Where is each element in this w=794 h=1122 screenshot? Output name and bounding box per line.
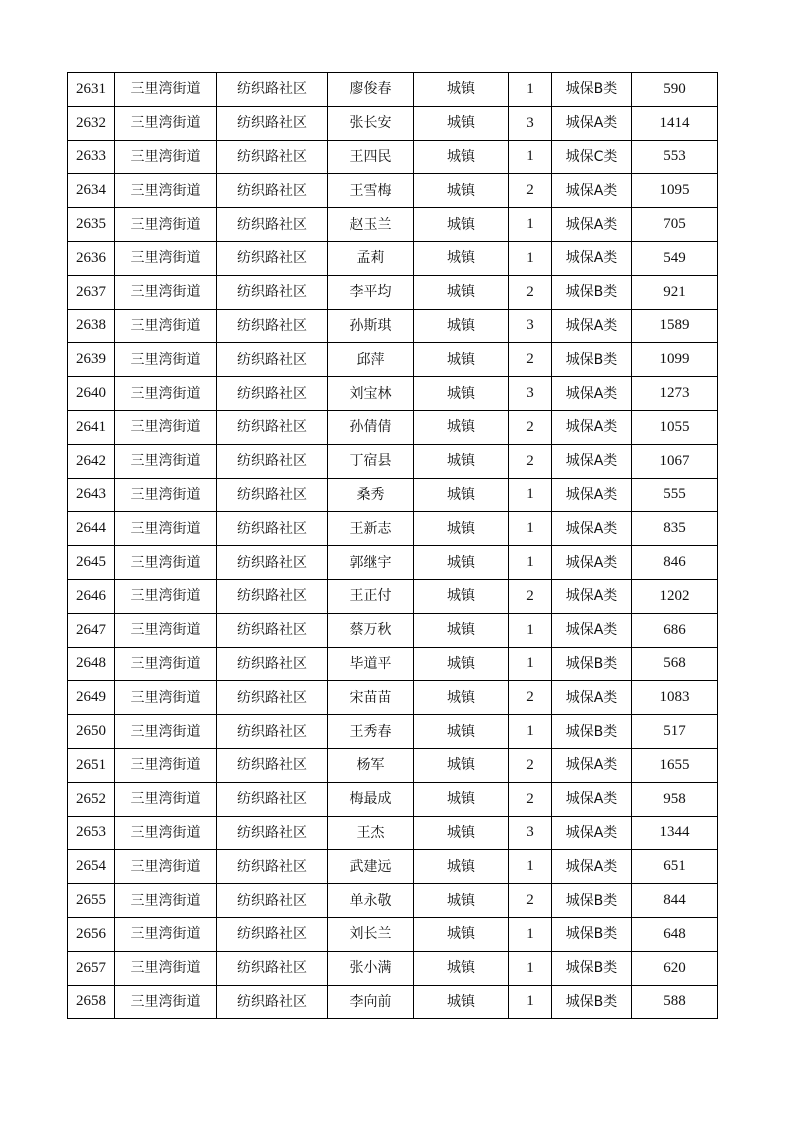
cell-area: 城镇 — [414, 478, 509, 512]
cell-name: 王秀春 — [328, 715, 414, 749]
cell-count: 1 — [509, 478, 552, 512]
cell-category: 城保A类 — [552, 478, 632, 512]
cell-area: 城镇 — [414, 917, 509, 951]
table-row — [68, 647, 718, 681]
cell-community: 纺织路社区 — [217, 613, 328, 647]
cell-amount: 555 — [632, 478, 718, 512]
cell-id: 2648 — [68, 647, 115, 681]
cell-id: 2636 — [68, 241, 115, 275]
cell-id: 2632 — [68, 106, 115, 140]
table-row — [68, 106, 718, 140]
cell-name: 刘长兰 — [328, 917, 414, 951]
cell-community: 纺织路社区 — [217, 444, 328, 478]
cell-amount: 921 — [632, 275, 718, 309]
cell-amount: 1083 — [632, 681, 718, 715]
cell-count: 2 — [509, 579, 552, 613]
cell-street: 三里湾街道 — [115, 917, 217, 951]
table-row — [68, 681, 718, 715]
cell-amount: 705 — [632, 208, 718, 242]
cell-area: 城镇 — [414, 579, 509, 613]
cell-community: 纺织路社区 — [217, 140, 328, 174]
cell-community: 纺织路社区 — [217, 816, 328, 850]
cell-name: 武建远 — [328, 850, 414, 884]
cell-id: 2643 — [68, 478, 115, 512]
cell-street: 三里湾街道 — [115, 512, 217, 546]
cell-category: 城保A类 — [552, 681, 632, 715]
cell-amount: 588 — [632, 985, 718, 1019]
cell-id: 2647 — [68, 613, 115, 647]
cell-street: 三里湾街道 — [115, 884, 217, 918]
cell-count: 3 — [509, 106, 552, 140]
cell-category: 城保A类 — [552, 309, 632, 343]
cell-count: 2 — [509, 681, 552, 715]
cell-area: 城镇 — [414, 782, 509, 816]
cell-area: 城镇 — [414, 343, 509, 377]
cell-id: 2633 — [68, 140, 115, 174]
cell-street: 三里湾街道 — [115, 309, 217, 343]
table-row — [68, 579, 718, 613]
cell-id: 2645 — [68, 546, 115, 580]
cell-amount: 846 — [632, 546, 718, 580]
cell-street: 三里湾街道 — [115, 73, 217, 107]
cell-id: 2652 — [68, 782, 115, 816]
table-row — [68, 241, 718, 275]
cell-community: 纺织路社区 — [217, 377, 328, 411]
cell-amount: 1589 — [632, 309, 718, 343]
cell-id: 2658 — [68, 985, 115, 1019]
cell-community: 纺织路社区 — [217, 579, 328, 613]
cell-id: 2644 — [68, 512, 115, 546]
cell-amount: 553 — [632, 140, 718, 174]
cell-community: 纺织路社区 — [217, 748, 328, 782]
cell-category: 城保B类 — [552, 715, 632, 749]
cell-id: 2654 — [68, 850, 115, 884]
cell-id: 2642 — [68, 444, 115, 478]
cell-community: 纺织路社区 — [217, 309, 328, 343]
cell-count: 1 — [509, 951, 552, 985]
cell-area: 城镇 — [414, 884, 509, 918]
cell-name: 毕道平 — [328, 647, 414, 681]
cell-area: 城镇 — [414, 951, 509, 985]
cell-id: 2649 — [68, 681, 115, 715]
cell-community: 纺织路社区 — [217, 850, 328, 884]
cell-area: 城镇 — [414, 140, 509, 174]
cell-count: 2 — [509, 748, 552, 782]
cell-category: 城保B类 — [552, 884, 632, 918]
cell-id: 2651 — [68, 748, 115, 782]
cell-street: 三里湾街道 — [115, 478, 217, 512]
cell-name: 孟莉 — [328, 241, 414, 275]
table-row — [68, 275, 718, 309]
cell-community: 纺织路社区 — [217, 478, 328, 512]
cell-name: 王新志 — [328, 512, 414, 546]
cell-amount: 1095 — [632, 174, 718, 208]
cell-street: 三里湾街道 — [115, 681, 217, 715]
cell-name: 邱萍 — [328, 343, 414, 377]
cell-street: 三里湾街道 — [115, 951, 217, 985]
cell-count: 2 — [509, 444, 552, 478]
cell-amount: 651 — [632, 850, 718, 884]
cell-name: 王杰 — [328, 816, 414, 850]
cell-area: 城镇 — [414, 647, 509, 681]
cell-count: 3 — [509, 377, 552, 411]
cell-community: 纺织路社区 — [217, 73, 328, 107]
table-row — [68, 309, 718, 343]
cell-id: 2631 — [68, 73, 115, 107]
cell-name: 蔡万秋 — [328, 613, 414, 647]
cell-area: 城镇 — [414, 613, 509, 647]
cell-street: 三里湾街道 — [115, 106, 217, 140]
cell-amount: 620 — [632, 951, 718, 985]
cell-community: 纺织路社区 — [217, 985, 328, 1019]
cell-area: 城镇 — [414, 106, 509, 140]
cell-id: 2634 — [68, 174, 115, 208]
cell-amount: 1202 — [632, 579, 718, 613]
cell-amount: 549 — [632, 241, 718, 275]
cell-category: 城保A类 — [552, 106, 632, 140]
cell-category: 城保A类 — [552, 208, 632, 242]
cell-id: 2646 — [68, 579, 115, 613]
table-row — [68, 613, 718, 647]
cell-name: 孙倩倩 — [328, 410, 414, 444]
cell-category: 城保A类 — [552, 241, 632, 275]
table-row — [68, 512, 718, 546]
cell-count: 1 — [509, 613, 552, 647]
cell-count: 2 — [509, 275, 552, 309]
cell-amount: 517 — [632, 715, 718, 749]
cell-count: 1 — [509, 512, 552, 546]
table-row — [68, 174, 718, 208]
cell-street: 三里湾街道 — [115, 715, 217, 749]
cell-count: 1 — [509, 715, 552, 749]
cell-area: 城镇 — [414, 275, 509, 309]
cell-area: 城镇 — [414, 748, 509, 782]
cell-community: 纺织路社区 — [217, 917, 328, 951]
cell-community: 纺织路社区 — [217, 951, 328, 985]
cell-area: 城镇 — [414, 546, 509, 580]
cell-amount: 835 — [632, 512, 718, 546]
cell-area: 城镇 — [414, 985, 509, 1019]
cell-community: 纺织路社区 — [217, 241, 328, 275]
cell-community: 纺织路社区 — [217, 647, 328, 681]
table-row — [68, 208, 718, 242]
cell-community: 纺织路社区 — [217, 106, 328, 140]
cell-street: 三里湾街道 — [115, 275, 217, 309]
cell-area: 城镇 — [414, 309, 509, 343]
cell-street: 三里湾街道 — [115, 343, 217, 377]
table-row — [68, 884, 718, 918]
cell-amount: 958 — [632, 782, 718, 816]
cell-street: 三里湾街道 — [115, 579, 217, 613]
cell-count: 2 — [509, 884, 552, 918]
cell-area: 城镇 — [414, 444, 509, 478]
table-row — [68, 478, 718, 512]
cell-area: 城镇 — [414, 410, 509, 444]
cell-category: 城保A类 — [552, 512, 632, 546]
table-body — [68, 73, 718, 1019]
cell-area: 城镇 — [414, 850, 509, 884]
cell-category: 城保A类 — [552, 444, 632, 478]
table-row — [68, 985, 718, 1019]
cell-street: 三里湾街道 — [115, 208, 217, 242]
cell-category: 城保B类 — [552, 275, 632, 309]
cell-community: 纺织路社区 — [217, 410, 328, 444]
cell-id: 2640 — [68, 377, 115, 411]
cell-community: 纺织路社区 — [217, 715, 328, 749]
cell-street: 三里湾街道 — [115, 377, 217, 411]
cell-category: 城保A类 — [552, 748, 632, 782]
cell-category: 城保C类 — [552, 140, 632, 174]
cell-count: 1 — [509, 850, 552, 884]
cell-name: 孙斯琪 — [328, 309, 414, 343]
table-row — [68, 951, 718, 985]
cell-count: 2 — [509, 343, 552, 377]
cell-name: 王四民 — [328, 140, 414, 174]
cell-community: 纺织路社区 — [217, 208, 328, 242]
records-table — [67, 72, 718, 1019]
cell-category: 城保A类 — [552, 850, 632, 884]
cell-amount: 1067 — [632, 444, 718, 478]
cell-category: 城保B类 — [552, 951, 632, 985]
cell-street: 三里湾街道 — [115, 241, 217, 275]
table-row — [68, 850, 718, 884]
cell-amount: 1344 — [632, 816, 718, 850]
cell-amount: 1414 — [632, 106, 718, 140]
cell-community: 纺织路社区 — [217, 681, 328, 715]
cell-count: 2 — [509, 782, 552, 816]
cell-area: 城镇 — [414, 174, 509, 208]
table-row — [68, 73, 718, 107]
cell-id: 2650 — [68, 715, 115, 749]
table-row — [68, 748, 718, 782]
cell-count: 3 — [509, 816, 552, 850]
cell-category: 城保A类 — [552, 782, 632, 816]
cell-count: 2 — [509, 410, 552, 444]
cell-category: 城保B类 — [552, 985, 632, 1019]
table-row — [68, 410, 718, 444]
cell-street: 三里湾街道 — [115, 174, 217, 208]
cell-category: 城保B类 — [552, 343, 632, 377]
cell-street: 三里湾街道 — [115, 140, 217, 174]
cell-street: 三里湾街道 — [115, 816, 217, 850]
cell-community: 纺织路社区 — [217, 884, 328, 918]
cell-id: 2635 — [68, 208, 115, 242]
cell-count: 1 — [509, 241, 552, 275]
cell-area: 城镇 — [414, 681, 509, 715]
cell-street: 三里湾街道 — [115, 850, 217, 884]
cell-street: 三里湾街道 — [115, 444, 217, 478]
cell-area: 城镇 — [414, 816, 509, 850]
cell-id: 2653 — [68, 816, 115, 850]
cell-amount: 686 — [632, 613, 718, 647]
cell-category: 城保B类 — [552, 917, 632, 951]
table-row — [68, 917, 718, 951]
cell-id: 2657 — [68, 951, 115, 985]
cell-name: 郭继宇 — [328, 546, 414, 580]
cell-category: 城保A类 — [552, 377, 632, 411]
cell-count: 1 — [509, 647, 552, 681]
cell-category: 城保A类 — [552, 410, 632, 444]
cell-name: 张小满 — [328, 951, 414, 985]
cell-name: 王正付 — [328, 579, 414, 613]
cell-name: 单永敬 — [328, 884, 414, 918]
cell-name: 丁宿县 — [328, 444, 414, 478]
cell-amount: 1099 — [632, 343, 718, 377]
table-row — [68, 343, 718, 377]
cell-count: 1 — [509, 985, 552, 1019]
cell-category: 城保A类 — [552, 546, 632, 580]
cell-count: 1 — [509, 917, 552, 951]
cell-name: 刘宝林 — [328, 377, 414, 411]
cell-count: 2 — [509, 174, 552, 208]
cell-street: 三里湾街道 — [115, 985, 217, 1019]
table-row — [68, 546, 718, 580]
cell-category: 城保B类 — [552, 73, 632, 107]
cell-amount: 1273 — [632, 377, 718, 411]
cell-id: 2637 — [68, 275, 115, 309]
cell-count: 1 — [509, 140, 552, 174]
cell-area: 城镇 — [414, 73, 509, 107]
table-row — [68, 140, 718, 174]
cell-category: 城保A类 — [552, 579, 632, 613]
cell-count: 3 — [509, 309, 552, 343]
cell-street: 三里湾街道 — [115, 782, 217, 816]
cell-community: 纺织路社区 — [217, 174, 328, 208]
cell-id: 2641 — [68, 410, 115, 444]
cell-area: 城镇 — [414, 377, 509, 411]
cell-amount: 568 — [632, 647, 718, 681]
cell-id: 2656 — [68, 917, 115, 951]
cell-name: 赵玉兰 — [328, 208, 414, 242]
cell-amount: 1655 — [632, 748, 718, 782]
cell-amount: 648 — [632, 917, 718, 951]
cell-street: 三里湾街道 — [115, 748, 217, 782]
cell-street: 三里湾街道 — [115, 647, 217, 681]
cell-name: 王雪梅 — [328, 174, 414, 208]
cell-community: 纺织路社区 — [217, 782, 328, 816]
cell-street: 三里湾街道 — [115, 546, 217, 580]
cell-community: 纺织路社区 — [217, 512, 328, 546]
cell-street: 三里湾街道 — [115, 613, 217, 647]
cell-category: 城保B类 — [552, 647, 632, 681]
cell-count: 1 — [509, 208, 552, 242]
cell-amount: 844 — [632, 884, 718, 918]
cell-name: 张长安 — [328, 106, 414, 140]
cell-community: 纺织路社区 — [217, 275, 328, 309]
table-row — [68, 715, 718, 749]
cell-id: 2639 — [68, 343, 115, 377]
cell-count: 1 — [509, 73, 552, 107]
cell-name: 李平均 — [328, 275, 414, 309]
cell-name: 杨军 — [328, 748, 414, 782]
cell-area: 城镇 — [414, 208, 509, 242]
cell-count: 1 — [509, 546, 552, 580]
cell-category: 城保A类 — [552, 174, 632, 208]
table-row — [68, 444, 718, 478]
cell-area: 城镇 — [414, 715, 509, 749]
cell-community: 纺织路社区 — [217, 343, 328, 377]
cell-name: 桑秀 — [328, 478, 414, 512]
cell-community: 纺织路社区 — [217, 546, 328, 580]
cell-name: 李向前 — [328, 985, 414, 1019]
cell-name: 梅最成 — [328, 782, 414, 816]
table-row — [68, 816, 718, 850]
table-row — [68, 782, 718, 816]
cell-area: 城镇 — [414, 241, 509, 275]
cell-name: 廖俊春 — [328, 73, 414, 107]
cell-name: 宋苗苗 — [328, 681, 414, 715]
cell-area: 城镇 — [414, 512, 509, 546]
table-row — [68, 377, 718, 411]
cell-amount: 1055 — [632, 410, 718, 444]
cell-street: 三里湾街道 — [115, 410, 217, 444]
cell-id: 2638 — [68, 309, 115, 343]
cell-category: 城保A类 — [552, 816, 632, 850]
cell-id: 2655 — [68, 884, 115, 918]
cell-category: 城保A类 — [552, 613, 632, 647]
cell-amount: 590 — [632, 73, 718, 107]
